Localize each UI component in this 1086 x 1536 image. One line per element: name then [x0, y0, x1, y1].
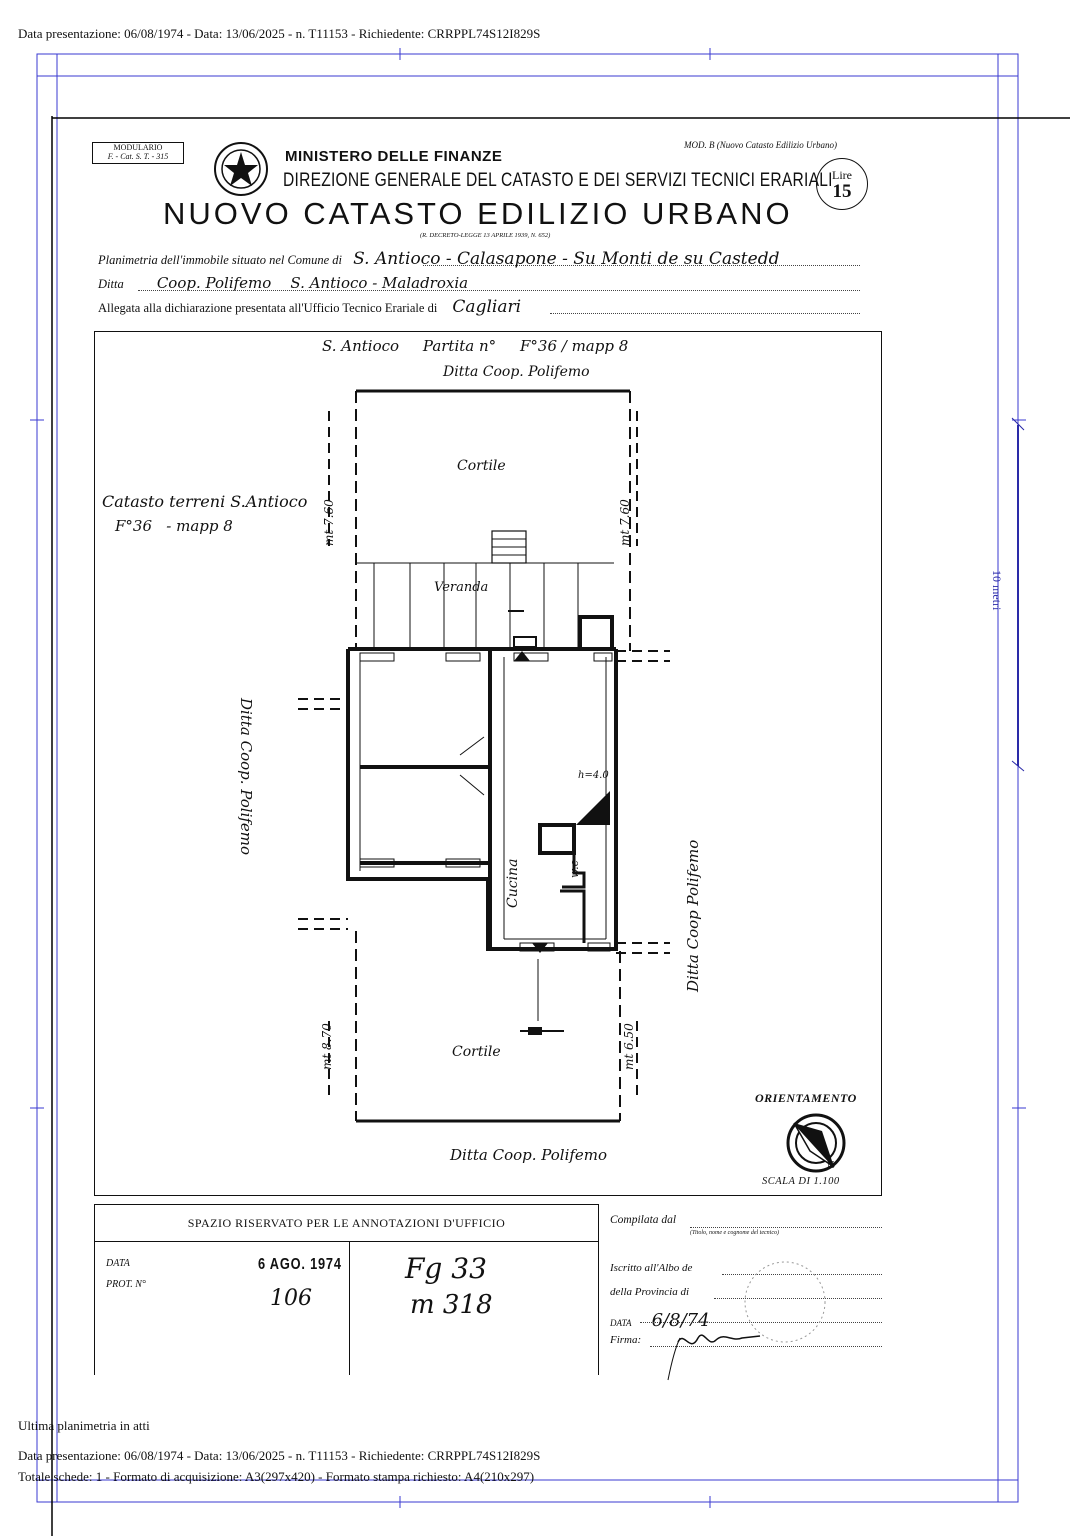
cortile-top: Cortile: [457, 458, 506, 474]
compilata-sub: (Titolo, nome e cognome del tecnico): [690, 1230, 779, 1236]
direzione: DIREZIONE GENERALE DEL CATASTO E DEI SERVIZI TECNICI ERARIALI: [283, 170, 833, 191]
scala: SCALA DI 1.100: [762, 1176, 840, 1187]
catasto-line-1: Catasto terreni S.Antioco: [102, 492, 308, 511]
republic-emblem: [212, 140, 270, 198]
stamp-date: 6 AGO. 1974: [258, 1256, 342, 1273]
modulario-box: [92, 142, 184, 164]
firma-label: Firma:: [610, 1334, 642, 1346]
ditta-value: Coop. Polifemo S. Antioco - Maladroxia: [156, 274, 469, 292]
cucina-label: Cucina: [505, 858, 521, 908]
planimetria-row: [98, 249, 860, 269]
compilata-label: Compilata dal: [610, 1214, 677, 1226]
lire-value: 15: [832, 181, 852, 202]
mod-b: MOD. B (Nuovo Catasto Edilizio Urbano): [684, 140, 837, 150]
footer-line-2: Totale schede: 1 - Formato di acquisizione: A3(297x420) - Formato stampa richiesto: A4(210x297): [18, 1469, 535, 1484]
allegata-value: Cagliari: [452, 297, 522, 317]
ditta-label: Ditta: [98, 277, 124, 291]
modulario-label: MODULARIO: [113, 143, 163, 152]
mt-left-top: mt 7.60: [322, 499, 336, 546]
modulario-code: F. - Cat. S. T. - 315: [107, 152, 169, 161]
decreto: (R. DECRETO-LEGGE 13 APRILE 1939, N. 652): [420, 232, 551, 239]
fg-value: Fg 33: [405, 1252, 487, 1285]
allegata-label: Allegata alla dichiarazione presentata all'Ufficio Tecnico Erariale di: [98, 301, 438, 315]
header-line: Data presentazione: 06/08/1974 - Data: 13/06/2025 - n. T11153 - Richiedente: CRRPPL74S12I829S: [18, 26, 541, 41]
orientamento: ORIENTAMENTO: [755, 1091, 857, 1105]
scale-label: 10 metri: [990, 570, 1004, 611]
planimetria-label: Planimetria dell'immobile situato nel Comune di: [98, 253, 342, 267]
veranda-label: Veranda: [434, 580, 489, 595]
office-box: [94, 1204, 599, 1375]
office-data-label: DATA: [106, 1258, 130, 1269]
data2-label: DATA: [610, 1318, 632, 1328]
planimetria-value: S. Antioco - Calasapone - Su Monti de su Castedd: [353, 249, 780, 269]
signature-stamp: [650, 1250, 880, 1385]
office-heading: SPAZIO RISERVATO PER LE ANNOTAZIONI D'UFFICIO: [95, 1205, 598, 1242]
ditta-row: [98, 274, 860, 292]
iscritto-label: Iscritto all'Albo de: [610, 1262, 693, 1274]
map-value: m 318: [410, 1290, 493, 1320]
plan-top-ditta: Ditta Coop. Polifemo: [443, 364, 590, 380]
lire-label: Lire: [832, 168, 852, 182]
compilata-row: [610, 1214, 882, 1226]
bottom-ditta: Ditta Coop. Polifemo: [450, 1146, 608, 1164]
mt-left-bottom: mt 8.70: [320, 1023, 334, 1070]
right-ditta: Ditta Coop Polifemo: [684, 839, 702, 992]
main-title: NUOVO CATASTO EDILIZIO URBANO: [163, 196, 793, 231]
h-label: h=4.0: [578, 770, 609, 781]
lire-stamp: [816, 158, 868, 210]
cortile-bottom: Cortile: [452, 1044, 501, 1060]
ministero: MINISTERO DELLE FINANZE: [285, 148, 503, 165]
data2-value: 6/8/74: [651, 1310, 710, 1331]
allegata-row: [98, 297, 860, 317]
footer-line-1: Data presentazione: 06/08/1974 - Data: 13/06/2025 - n. T11153 - Richiedente: CRRPPL74S12I829S: [18, 1448, 541, 1463]
ultima: Ultima planimetria in atti: [18, 1418, 150, 1433]
north-label: N: [827, 1160, 835, 1171]
office-prot-label: PROT. N°: [106, 1279, 146, 1290]
orientation-compass: [788, 1115, 844, 1171]
mt-right-top: mt 7.60: [618, 499, 632, 546]
prot-value: 106: [270, 1286, 312, 1311]
catasto-line-2: F°36 - mapp 8: [115, 517, 233, 535]
left-ditta: Ditta Coop. Polifemo: [237, 698, 255, 856]
plan-top-ref: S. Antioco Partita n° F°36 / mapp 8: [322, 337, 629, 355]
wc-label: w.c: [568, 860, 581, 878]
mt-right-bottom: mt 6.50: [622, 1023, 636, 1070]
provincia-label: della Provincia di: [610, 1286, 690, 1298]
